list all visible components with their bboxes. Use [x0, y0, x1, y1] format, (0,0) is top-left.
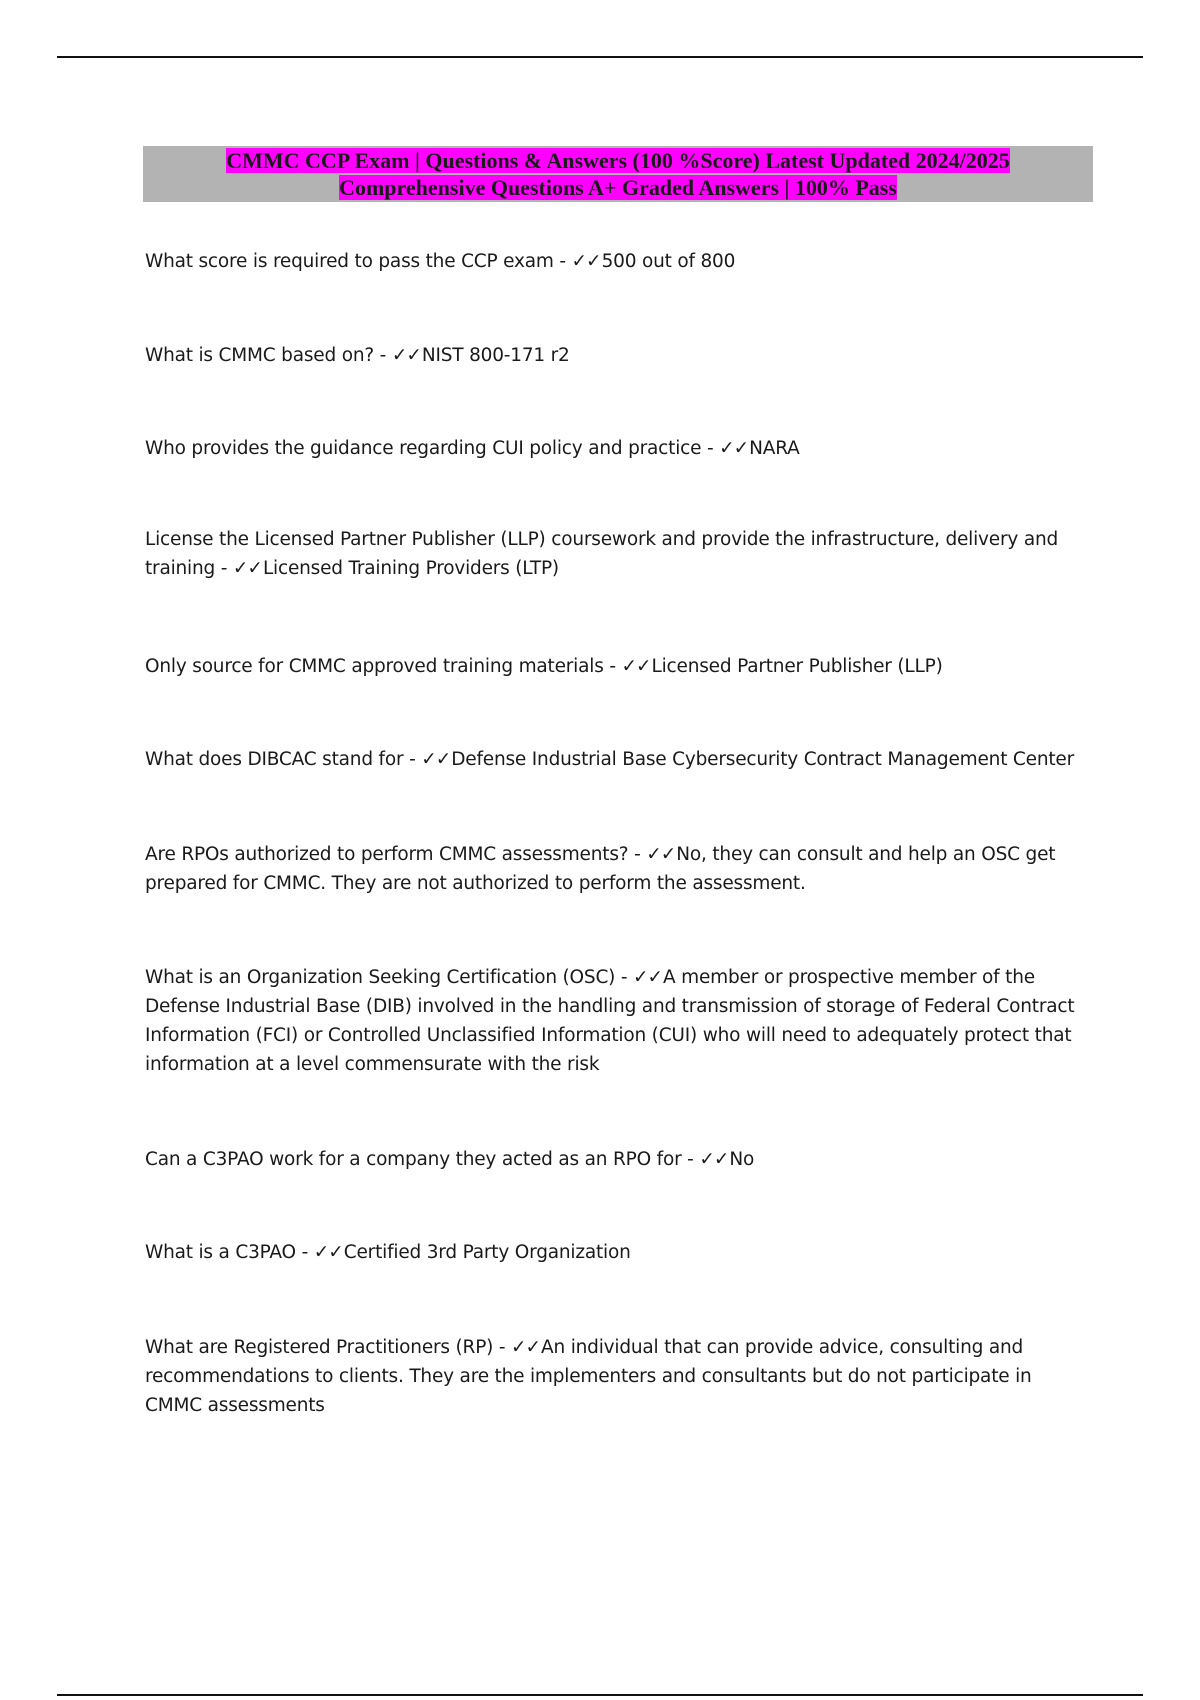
- qa-item-5: [145, 652, 1080, 681]
- check-icon: ✓✓: [621, 656, 651, 677]
- check-icon: ✓✓: [511, 1337, 541, 1358]
- question-text: License the Licensed Partner Publisher (LLP) coursework and provide the infrastructure, delivery and training: [145, 529, 1059, 579]
- question-text: What score is required to pass the CCP exam: [145, 251, 554, 272]
- qa-item-1: [145, 247, 1080, 276]
- answer-text: Licensed Training Providers (LTP): [262, 558, 559, 579]
- check-icon: ✓✓: [719, 438, 749, 459]
- separator: -: [681, 1149, 700, 1170]
- question-text: What is CMMC based on?: [145, 345, 374, 366]
- qa-item-2: [145, 341, 1080, 370]
- separator: -: [403, 749, 422, 770]
- question-text: Are RPOs authorized to perform CMMC assessments?: [145, 844, 629, 865]
- qa-item-4: [145, 525, 1080, 583]
- answer-text: A member or prospective member of the Defense Industrial Base (DIB) involved in the handling and transmission of storage of Federal Contract Information (FCI) or Controlled Unclassified Information (CUI) who will need to adequately protect that information at a level commensurate with the risk: [145, 967, 1075, 1075]
- answer-text: An individual that can provide advice, consulting and recommendations to clients. They are the implementers and consultants but do not participate in CMMC assessments: [145, 1337, 1032, 1416]
- separator: -: [603, 656, 622, 677]
- separator: -: [615, 967, 634, 988]
- qa-item-3: [145, 434, 1080, 463]
- title-line-2: Comprehensive Questions A+ Graded Answers | 100% Pass: [339, 175, 897, 200]
- qa-item-6: [145, 745, 1080, 774]
- separator: -: [215, 558, 233, 579]
- answer-text: NARA: [749, 438, 800, 459]
- qa-item-9: [145, 1145, 1080, 1174]
- question-text: What does DIBCAC stand for: [145, 749, 404, 770]
- check-icon: ✓✓: [571, 251, 601, 272]
- top-rule: [57, 56, 1143, 58]
- question-text: What are Registered Practitioners (RP): [145, 1337, 494, 1358]
- check-icon: ✓✓: [313, 1242, 343, 1263]
- check-icon: ✓✓: [421, 749, 451, 770]
- check-icon: ✓✓: [699, 1149, 729, 1170]
- answer-text: Licensed Partner Publisher (LLP): [651, 656, 943, 677]
- question-text: What is an Organization Seeking Certification (OSC): [145, 967, 616, 988]
- check-icon: ✓✓: [391, 345, 421, 366]
- check-icon: ✓✓: [646, 844, 676, 865]
- answer-text: Certified 3rd Party Organization: [343, 1242, 631, 1263]
- check-icon: ✓✓: [232, 558, 262, 579]
- qa-item-8: [145, 963, 1080, 1079]
- separator: -: [295, 1242, 314, 1263]
- separator: -: [553, 251, 572, 272]
- separator: -: [373, 345, 392, 366]
- answer-text: No: [729, 1149, 755, 1170]
- bottom-rule: [57, 1694, 1143, 1696]
- check-icon: ✓✓: [633, 967, 663, 988]
- answer-text: No, they can consult and help an OSC get prepared for CMMC. They are not authorized to perform the assessment.: [145, 844, 1056, 894]
- question-text: Only source for CMMC approved training materials: [145, 656, 604, 677]
- answer-text: 500 out of 800: [601, 251, 736, 272]
- document-title: [143, 146, 1093, 202]
- separator: -: [493, 1337, 512, 1358]
- qa-item-11: [145, 1333, 1080, 1420]
- question-text: Can a C3PAO work for a company they acted as an RPO for: [145, 1149, 682, 1170]
- qa-item-7: [145, 840, 1080, 898]
- separator: -: [628, 844, 647, 865]
- question-text: Who provides the guidance regarding CUI policy and practice: [145, 438, 702, 459]
- qa-item-10: [145, 1238, 1080, 1267]
- title-line-1: CMMC CCP Exam | Questions & Answers (100 %Score) Latest Updated 2024/2025: [226, 148, 1010, 173]
- answer-text: Defense Industrial Base Cybersecurity Contract Management Center: [451, 749, 1074, 770]
- question-text: What is a C3PAO: [145, 1242, 296, 1263]
- separator: -: [701, 438, 720, 459]
- answer-text: NIST 800-171 r2: [421, 345, 570, 366]
